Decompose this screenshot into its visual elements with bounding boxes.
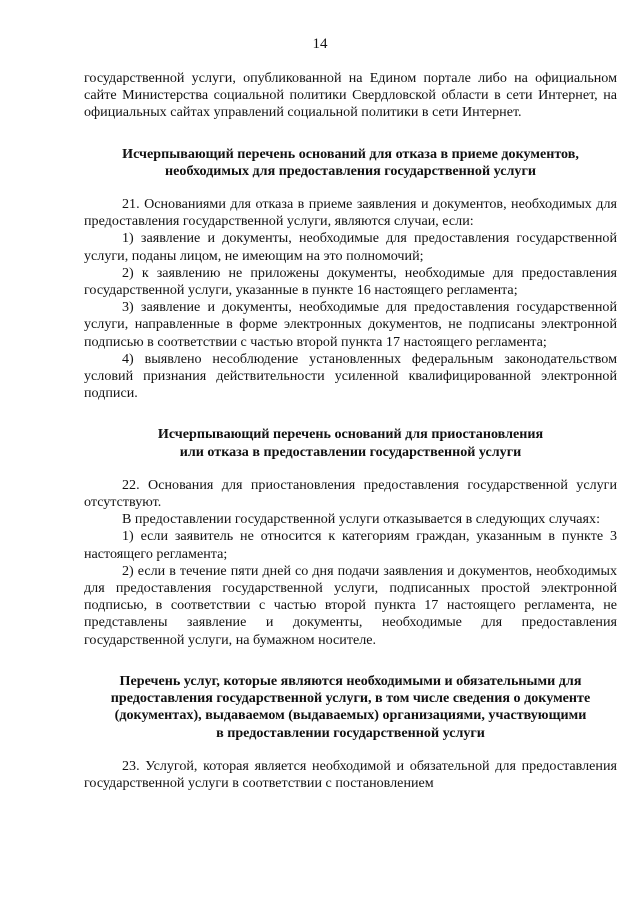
paragraph: государственной услуги, опубликованной на Едином портале либо на официальном сайте Министерства социальной политики Свердловской области в сети Интернет, на официальных сайтах управлений социальной политики в сети Интернет. bbox=[84, 70, 617, 121]
paragraph: 3) заявление и документы, необходимые для предоставления государственной услуги, направленные в форме электронных документов, не подписаны электронной подписью в соответствии с частью второй пункта 17 настоящего регламента; bbox=[84, 299, 617, 350]
section-heading-line: Перечень услуг, которые являются необходимыми и обязательными для bbox=[119, 672, 582, 689]
section-heading-line: Исчерпывающий перечень оснований для отказа в приеме документов, bbox=[122, 145, 579, 162]
paragraph: 21. Основаниями для отказа в приеме заявления и документов, необходимых для предоставления государственной услуги, являются случаи, если: bbox=[84, 196, 617, 230]
paragraph: 4) выявлено несоблюдение установленных федеральным законодательством условий признания действительности усиленной квалифицированной электронной подписи. bbox=[84, 350, 617, 402]
document-body bbox=[84, 70, 617, 792]
section-heading-line: Исчерпывающий перечень оснований для приостановления bbox=[157, 426, 544, 443]
section-heading bbox=[84, 673, 617, 742]
paragraph: 1) если заявитель не относится к категориям граждан, указанным в пункте 3 настоящего регламента; bbox=[84, 528, 617, 562]
paragraph: 2) если в течение пяти дней со дня подачи заявления и документов, необходимых для предоставления государственной услуги, подписанных простой электронной подписью, в соответствии с частью второй пункта 17 настоящего регламента, не представлены заявление и документы, необходимые для предоставления государственной услуги, на бумажном носителе. bbox=[84, 562, 617, 648]
section-heading bbox=[84, 426, 617, 460]
section-heading-line: необходимых для предоставления государственной услуги bbox=[165, 162, 536, 179]
section-heading-line: (документах), выдаваемом (выдаваемых) организациями, участвующими bbox=[114, 707, 587, 724]
paragraph: 22. Основания для приостановления предоставления государственной услуги отсутствуют. bbox=[84, 476, 617, 511]
paragraph: 2) к заявлению не приложены документы, необходимые для предоставления государственной услуги, указанные в пункте 16 настоящего регламента; bbox=[84, 264, 617, 299]
paragraph: В предоставлении государственной услуги отказывается в следующих случаях: bbox=[122, 511, 600, 528]
paragraph: 1) заявление и документы, необходимые для предоставления государственной услуги, поданы лицом, не имеющим на это полномочий; bbox=[84, 230, 617, 264]
section-heading bbox=[84, 146, 617, 180]
section-heading-line: в предоставлении государственной услуги bbox=[216, 724, 485, 741]
page-number: 14 bbox=[312, 36, 328, 52]
paragraph: 23. Услугой, которая является необходимой и обязательной для предоставления государственной услуги в соответствии с постановлением bbox=[84, 757, 617, 791]
section-heading-line: или отказа в предоставлении государственной услуги bbox=[179, 443, 522, 460]
section-heading-line: предоставления государственной услуги, в том числе сведения о документе bbox=[110, 690, 591, 707]
